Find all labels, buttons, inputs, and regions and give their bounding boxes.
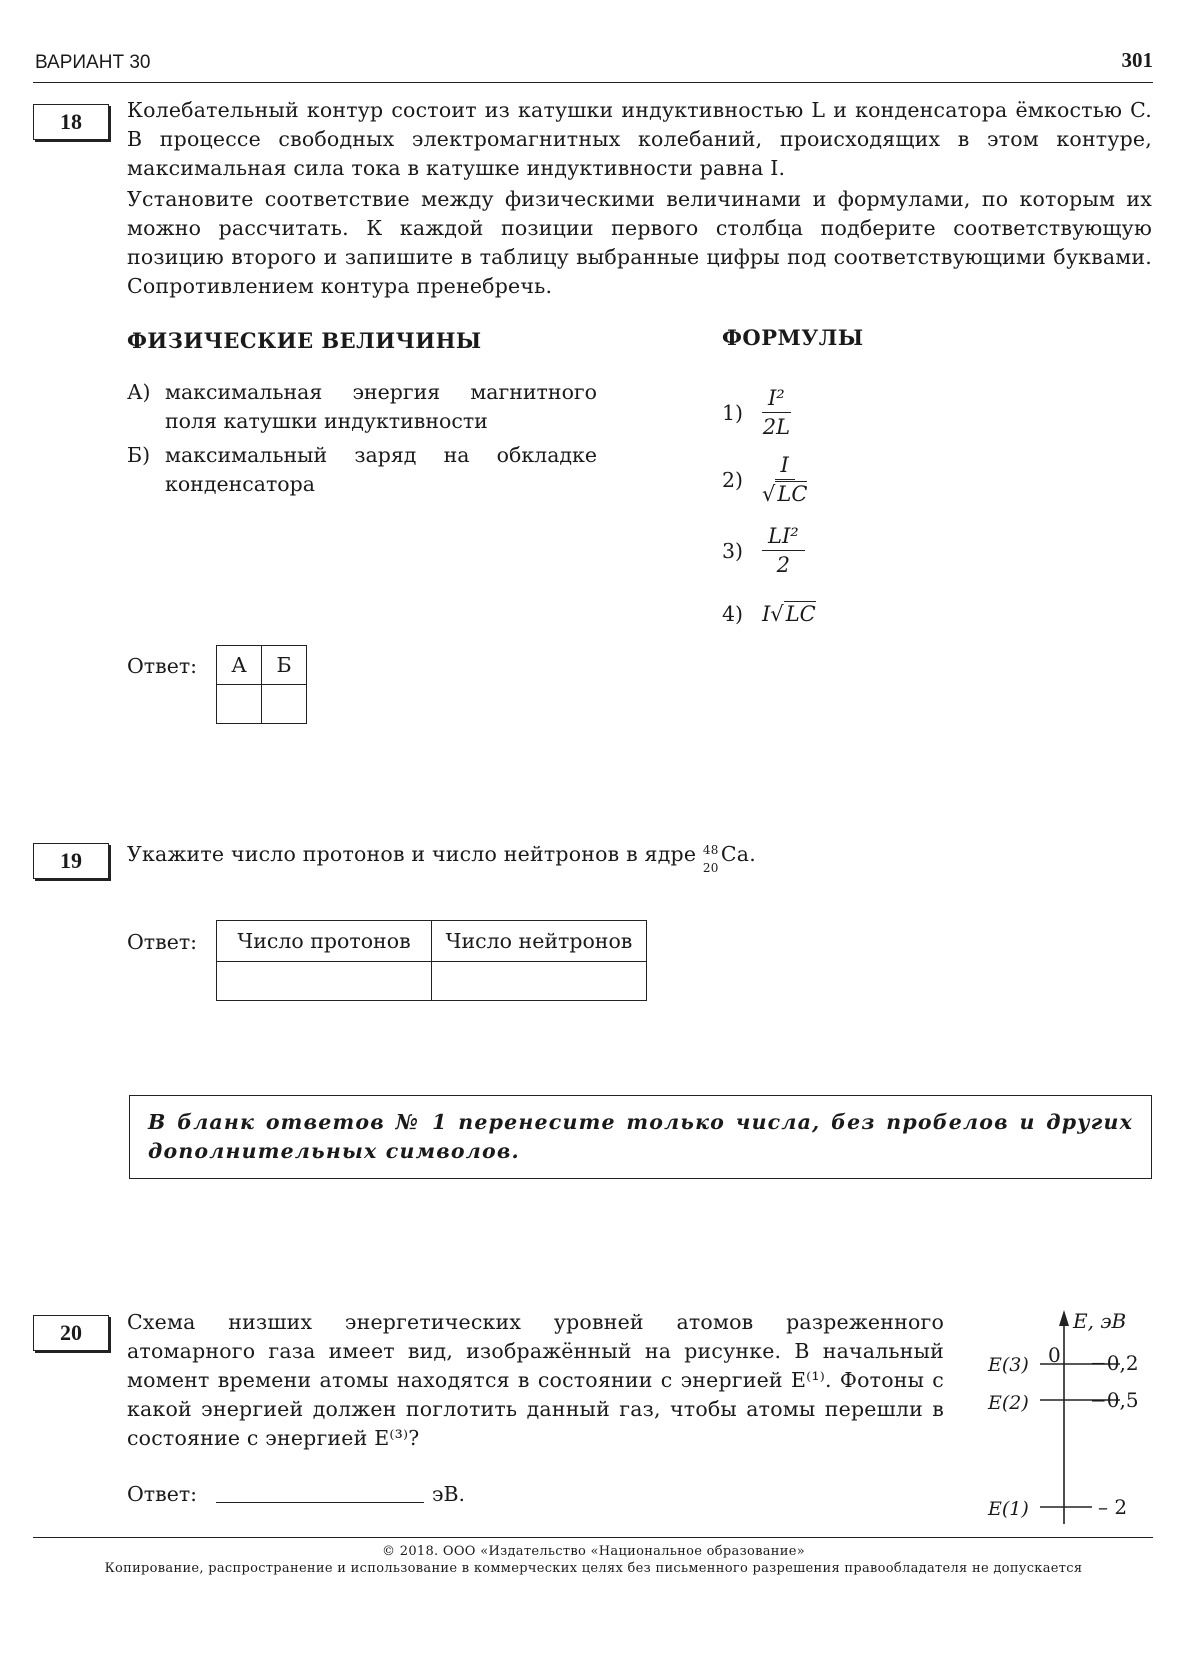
footer-notice: Копирование, распространение и использование в коммерческих целях без письменного разрешения правообладателя не допускается (104, 1561, 1083, 1576)
answer-col-neutrons: Число нейтронов (432, 921, 647, 962)
q18-answer-label: Ответ: (127, 654, 198, 678)
level-e1-label: E(1) (988, 1498, 1029, 1520)
level-e2-label: E(2) (988, 1392, 1029, 1414)
formula-2: 2) $\frac{I}{√LC}$ (722, 453, 808, 506)
answer-cell-neutrons[interactable] (432, 962, 647, 1001)
answer-form-note: В бланк ответов № 1 перенесите только числа, без пробелов и других дополнительных символов. (129, 1095, 1152, 1179)
column-header-formulas: ФОРМУЛЫ (722, 325, 864, 350)
level-e3-label: E(3) (988, 1354, 1029, 1376)
energy-level-diagram (980, 1308, 1155, 1528)
formula-1: 1) $\frac{\text{I²}}{2L}$ (722, 386, 791, 439)
level-e1-value: – 2 (1098, 1495, 1128, 1519)
q20-answer-field[interactable] (216, 1502, 424, 1503)
answer-cell-a[interactable] (217, 685, 262, 724)
answer-col-b: Б (262, 646, 307, 685)
axis-label: E, эВ (1073, 1309, 1127, 1333)
level-e3-value: −0,2 (1090, 1351, 1139, 1375)
q19-answer-label: Ответ: (127, 930, 198, 954)
q20-answer-label: Ответ: (127, 1482, 198, 1506)
question-number-18: 18 (33, 104, 109, 140)
answer-col-protons: Число протонов (217, 921, 432, 962)
variant-title: ВАРИАНТ 30 (35, 52, 151, 73)
q18-answer-table (216, 645, 307, 724)
q19-text: Укажите число протонов и число нейтронов в ядре 48 20 Ca. (127, 842, 756, 875)
quantity-item-a: А) максимальная энергия магнитного поля катушки индуктивности (127, 380, 597, 433)
q19-answer-table (216, 920, 647, 1001)
q20-text: Схема низших энергетических уровней атомов разреженного атомарного газа имеет вид, изображённый на рисунке. В начальный момент времени атомы находятся в состоянии с энергией E⁽¹⁾. Фотоны с какой энергией должен поглотить данный газ, чтобы атомы перешли в состояние с энергией E⁽³⁾? (127, 1310, 944, 1450)
header-divider (33, 82, 1153, 83)
page-number: 301 (1121, 48, 1153, 72)
q20-unit: эВ. (432, 1482, 466, 1506)
answer-cell-b[interactable] (262, 685, 307, 724)
question-number-20: 20 (33, 1315, 109, 1351)
formula-3: 3) $\frac{\text{LI²}}{2}$ (722, 523, 805, 579)
formula-4: 4) I√LC (722, 602, 816, 627)
q18-condition: Колебательный контур состоит из катушки индуктивностью L и конденсатора ёмкостью C. В процессе свободных электромагнитных колебаний, происходящих в этом контуре, максимальная сила тока в катушке индуктивности равна I. (127, 98, 1152, 180)
zero-label: 0 (1048, 1343, 1061, 1367)
level-e2-value: −0,5 (1090, 1388, 1139, 1412)
quantity-item-b: Б) максимальный заряд на обкладке конденсатора (127, 443, 597, 496)
answer-col-a: А (217, 646, 262, 685)
answer-cell-protons[interactable] (217, 962, 432, 1001)
q18-instruction: Установите соответствие между физическими величинами и формулами, по которым их можно рассчитать. К каждой позиции первого столбца подберите соответствующую позицию второго и запишите в таблицу выбранные цифры под соответствующими буквами. Сопротивлением контура пренебречь. (127, 187, 1152, 298)
footer-copyright: © 2018. ООО «Издательство «Национальное образование» (382, 1544, 805, 1559)
footer-divider (33, 1537, 1153, 1538)
column-header-quantities: ФИЗИЧЕСКИЕ ВЕЛИЧИНЫ (127, 328, 482, 353)
question-number-19: 19 (33, 843, 109, 879)
energy-axis (980, 1308, 1155, 1528)
